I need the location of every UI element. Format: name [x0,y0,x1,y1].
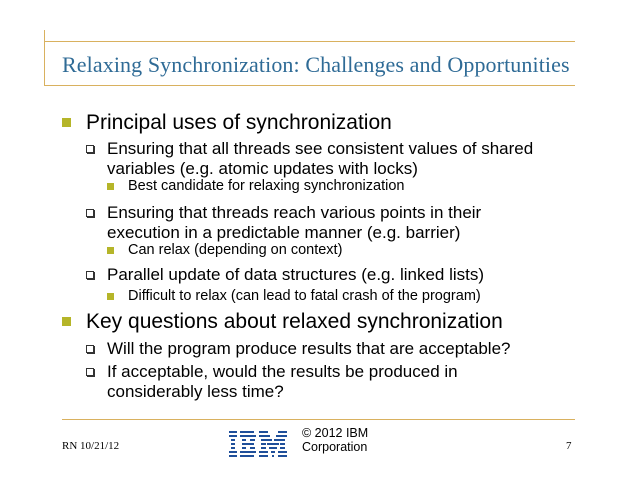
level2-bullet-text-line: Ensuring that all threads see consistent values of shared [107,139,534,158]
footer-date-label: RN 10/21/12 [62,440,120,452]
checkbox-bullet-icon [86,271,94,279]
level2-bullet-text-line: If acceptable, would the results be produced in [107,362,458,381]
level3-bullet-text: Difficult to relax (can lead to fatal crash of the program) [128,288,481,304]
footer-rule [62,419,575,420]
level3-bullet-text: Can relax (depending on context) [128,242,343,258]
level3-bullet-text: Best candidate for relaxing synchronization [128,178,405,194]
checkbox-bullet-icon [86,345,94,353]
checkbox-bullet-icon [86,145,94,153]
level2-bullet-text-line: Will the program produce results that are acceptable? [107,339,511,358]
small-square-bullet-icon [107,247,114,254]
page-number: 7 [566,440,572,452]
small-square-bullet-icon [107,183,114,190]
checkbox-bullet-icon [86,209,94,217]
level1-bullet-text: Principal uses of synchronization [86,111,392,134]
slide-title: Relaxing Synchronization: Challenges and Opportunities [62,52,570,77]
level2-bullet-text-line: variables (e.g. atomic updates with locks) [107,159,418,178]
square-bullet-icon [62,317,71,326]
level2-bullet-text-line: Ensuring that threads reach various points in their [107,203,482,222]
small-square-bullet-icon [107,293,114,300]
level2-bullet-text-line: considerably less time? [107,382,284,401]
copyright-line: Corporation [302,440,368,454]
footer-copyright [302,426,368,454]
level2-bullet-text-line: Parallel update of data structures (e.g. linked lists) [107,265,485,284]
square-bullet-icon [62,118,71,127]
checkbox-bullet-icon [86,368,94,376]
level1-bullet-text: Key questions about relaxed synchronization [86,310,503,333]
ibm-logo-icon [229,429,289,460]
level2-bullet-text-line: execution in a predictable manner (e.g. barrier) [107,223,461,242]
copyright-line: © 2012 IBM [302,426,369,440]
